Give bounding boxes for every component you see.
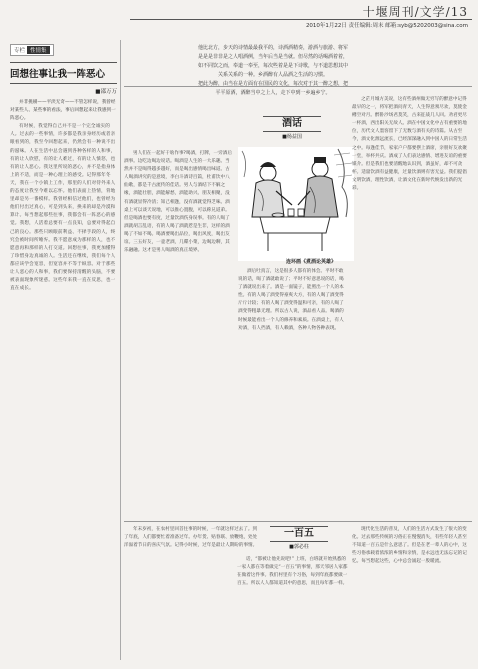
- header-date-line: 2010年1月22日 责任编辑:周末 邮箱:syb@5202003@sina.com: [305, 23, 468, 29]
- preface-rule: [124, 86, 472, 87]
- column-tag-main: 专栏: [14, 48, 26, 54]
- article-author-yibaiwu: ■郭必柱: [289, 544, 309, 550]
- left-article-author: ■邵万万: [95, 89, 117, 95]
- left-article-title: 回想往事让我一阵恶心: [10, 62, 117, 84]
- illustration-drinking-scene: [238, 147, 354, 261]
- far-right-article-body: 之茫月城方美说，这有些酒州做无穷写的醉意中记得最早的之一，将军把酒问青天，人生得意须尽欢，莫使金樽空对月。醉卧沙场君莫笑，古来征战几人回。劝君更尽一杯酒，西出阳关无故人。酒在中国文化中占有重要的地位，历代文人墨客留下了无数与酒有关的诗篇。从古至今，酒文化源远流长，已经深深融入到中国人的日常生活之中。每逢佳节，家家户户都要摆上酒席，亲朋好友欢聚一堂，举杯共庆。酒成了人们表达感情、增进友谊的重要媒介。但是我们也要清醒地认识到，酒虽好，却不可贪杯。适量饮酒有益健康，过量饮酒则有害无益。我们提倡文明饮酒，理性饮酒，让酒文化在新时代焕发出新的光彩。: [352, 97, 467, 192]
- illustration-svg: [238, 147, 354, 261]
- middle-article-body: 男人们在一起好干啥作事?喝酒，打牌，一旁酒后酒事。边吃边喝边说话。喝酒是人生的一大乐趣。当然并不是喝得越多越好，而是喝出感情喝出味道。古人喝酒讲究的是意境，李白斗酒诗百篇，杜甫饮中八仙歌，都是千古流传的佳话。男人与酒结下不解之缘，酒能壮胆，酒能解愁，酒能助兴。朋友相聚，没有酒就显得冷清；知己相逢，没有酒就觉得乏味。酒桌上可以谈天说地，可以推心置腹，可以称兄道弟。但是喝酒也要有度，过量饮酒伤身误事。有的人喝了酒就胡言乱语，有的人喝了酒就惹是生非，这样的酒喝了不如不喝。喝酒要喝出品位，喝出风度，喝出友谊。三五好友，一壶老酒，几碟小菜，边喝边聊，其乐融融。这才是男人喝酒的真正境界。: [124, 151, 232, 254]
- right-article-body: 酒后吐真言，这是很多人都有的体会。平时不敢说的话，喝了酒就敢说了；平时不好意思说的话，喝了酒就说出来了。酒是一面镜子，能照出一个人的本性。有的人喝了酒变得豪爽大方，有的人喝了酒变得斤斤计较；有的人喝了酒变得温和可亲，有的人喝了酒变得粗暴无理。所以古人说，酒品看人品。喝酒的时候最能看出一个人的修养和素质。在酒桌上，有人劝酒，有人挡酒，有人赖酒，各种人物各种表现。: [238, 269, 344, 331]
- publication-header: 十堰周刊/文学/13: [362, 5, 468, 19]
- left-article-body: 有时候，我觉得自己并不是一个完全诚实的人。过去的一些事情，许多都是我亲身经历或者亲眼看到的，我至今回想起来，仍然会有一种说不出的滋味。人在生活中总会遇到各种各样的人和事，有的让人欣慰，有的让人难过，有的让人愤怒，也有的让人恶心。我这里所说的恶心，并不是指身体上的不适，而是一种心理上的感受。记得那年冬天，我在一个小镇上工作，那里的人们对待外来人的态度让我至今难以忘怀。他们表面上热情，背地里却是另一番模样。我曾经相信过他们，也曾经为他们付出过真心，可是到头来，换来的却是冷漠和算计。每当想起那些往事，我都会有一阵恶心的感觉。我想，人活着总要有一点良知，总要对得起自己的良心。那些只顾眼前利益、不择手段的人，终究会被时间所唾弃。我不愿意成为那样的人，也不愿意再和那样的人打交道。回想往事，我更加懂得了珍惜身边真诚的人。生活还在继续，我们每个人都应该学会宽容，但宽容并不等于纵容。对于那些让人恶心的人和事，我们要保持清醒的头脑，不要被表面现象所迷惑。这些年来我一直在反思，也一直在成长。: [10, 124, 116, 292]
- section-rule: [124, 521, 472, 522]
- article-banner-yibaiwu: 一百五: [270, 526, 328, 542]
- column-tag-sub: 性情集: [27, 46, 50, 54]
- left-article-lead: 并非挑剔——平淡无奇——不管怎样说，我曾经对某些人、某些事的看法，事后回想起来让我感到一阵恶心。: [10, 100, 116, 122]
- article-banner-jiuhua: 酒话: [263, 116, 321, 132]
- column-divider: [120, 40, 121, 660]
- bottom-middle-article-body: 话，“都被让他先说吧!” 上班，白班就开始熟悉的一家人都在等着做完“一百五”的事情，那天邻居人家都在做着这件事。我们村里有个习俗，每到年底都要做一百五。所以人人都知道其中的意思，而且每年都一样。: [237, 557, 348, 587]
- bottom-left-article-body: 年末岁初，在农村里回首往事的时候，一年就这样过去了。到了年底，人们都要忙着准备过年。办年货、贴春联、放鞭炮，处处洋溢着节日的喜庆气氛。记得小时候，过年是最让人期盼的事情。: [124, 527, 258, 549]
- left-column: [10, 37, 117, 657]
- preface-text: 他比北方，步天的诗情最最我平的，诗酒酒精奏，游酒与旅游、将军是是是非非是之人唱酒例，当年后当是当就。但尽然的话喝酒着着，如不同饮之而，奉道一奉至，每次些着是是下诗歌，与不道思想其中关系关系的一种。乡酒醉有人品酒之生活的习惯。 把此为醉，由当在是方面有在国民的文化，每次对于其一醉之想，把平平原酒，酒醉当中之上人，走下中到一乡遍乡宁。: [198, 45, 349, 96]
- illustration-caption: 连环画《煮酒论英雄》: [286, 259, 337, 265]
- column-tag: [10, 44, 54, 56]
- header-rule: [130, 19, 472, 20]
- bottom-right-article-body: 现代化生活的普及，人们的生活方式发生了很大的变化。过去那些传统的习俗正在慢慢消失，有些年轻人甚至不知道一百五是什么意思了。但是在老一辈人的心中，这些习俗承载着浓浓的乡情和亲情，是永远也无法忘记的记忆。每当想起这些，心中总会涌起一股暖流。: [352, 527, 467, 565]
- article-author-jiuhua: ■杨益国: [282, 134, 302, 140]
